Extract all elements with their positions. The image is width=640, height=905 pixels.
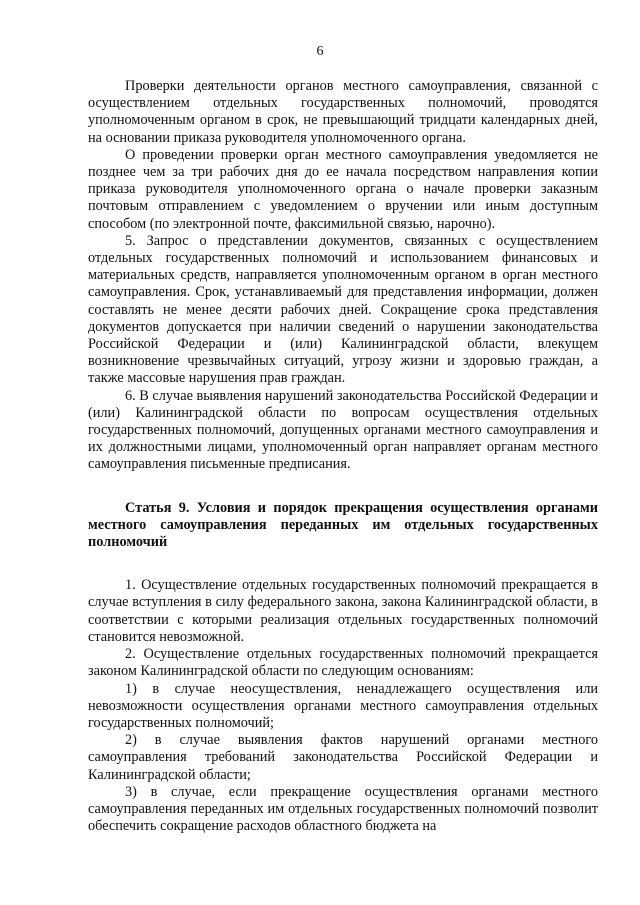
paragraph-ground-2: 2) в случае выявления фактов нарушений органами местного самоуправления требований законодательства Российской Федерации и Калининградской области;	[88, 732, 598, 783]
paragraph-ground-3: 3) в случае, если прекращение осуществления органами местного самоуправления переданных им отдельных государственных полномочий позволит обеспечить сокращение расходов областного бюджета на	[88, 783, 598, 835]
page-number: 6	[316, 44, 324, 59]
paragraph-termination-2: 2. Осуществление отдельных государственных полномочий прекращается законом Калининградской области по следующим основаниям:	[88, 646, 598, 680]
article-9-heading: Статья 9. Условия и порядок прекращения осуществления органами местного самоуправления переданных им отдельных государственных полномочий	[88, 499, 598, 551]
paragraph-inspection-notice: О проведении проверки орган местного самоуправления уведомляется не позднее чем за три рабочих дня до ее начала посредством направления копии приказа руководителя уполномоченного органа о начале проверки заказным почтовым отправлением с уведомлением о вручении или иным доступным способом (по электронной почте, факсимильной связью, нарочно).	[88, 146, 598, 232]
section-spacer	[88, 551, 598, 577]
section-spacer	[88, 474, 598, 500]
paragraph-inspection-period: Проверки деятельности органов местного самоуправления, связанной с осуществлением отдельных государственных полномочий, проводятся уполномоченным органом в срок, не превышающий тридцати календарных дней, на основании приказа руководителя уполномоченного органа.	[88, 78, 598, 146]
paragraph-ground-1: 1) в случае неосуществления, ненадлежащего осуществления или невозможности осуществления органами местного самоуправления отдельных государственных полномочий;	[88, 680, 598, 731]
paragraph-item-5: 5. Запрос о представлении документов, связанных с осуществлением отдельных государственных полномочий и использованием финансовых и материальных средств, направляется уполномоченным органом в орган местного самоуправления. Срок, устанавливаемый для представления информации, должен составлять не менее десяти рабочих дней. Сокращение срока представления документов допускается при наличии сведений о нарушении законодательства Российской Федерации и (или) Калининградской области, влекущем возникновение чрезвычайных ситуаций, угрозу жизни и здоровью граждан, а также массовые нарушения прав граждан.	[88, 232, 598, 387]
paragraph-termination-1: 1. Осуществление отдельных государственных полномочий прекращается в случае вступления в силу федерального закона, закона Калининградской области, в соответствии с которыми реализация отдельных государственных полномочий становится невозможной.	[88, 577, 598, 645]
document-body	[88, 78, 598, 835]
paragraph-item-6: 6. В случае выявления нарушений законодательства Российской Федерации и (или) Калининградской области по вопросам осуществления отдельных государственных полномочий, допущенных органами местного самоуправления и их должностными лицами, уполномоченный орган направляет органам местного самоуправления письменные предписания.	[88, 387, 599, 473]
